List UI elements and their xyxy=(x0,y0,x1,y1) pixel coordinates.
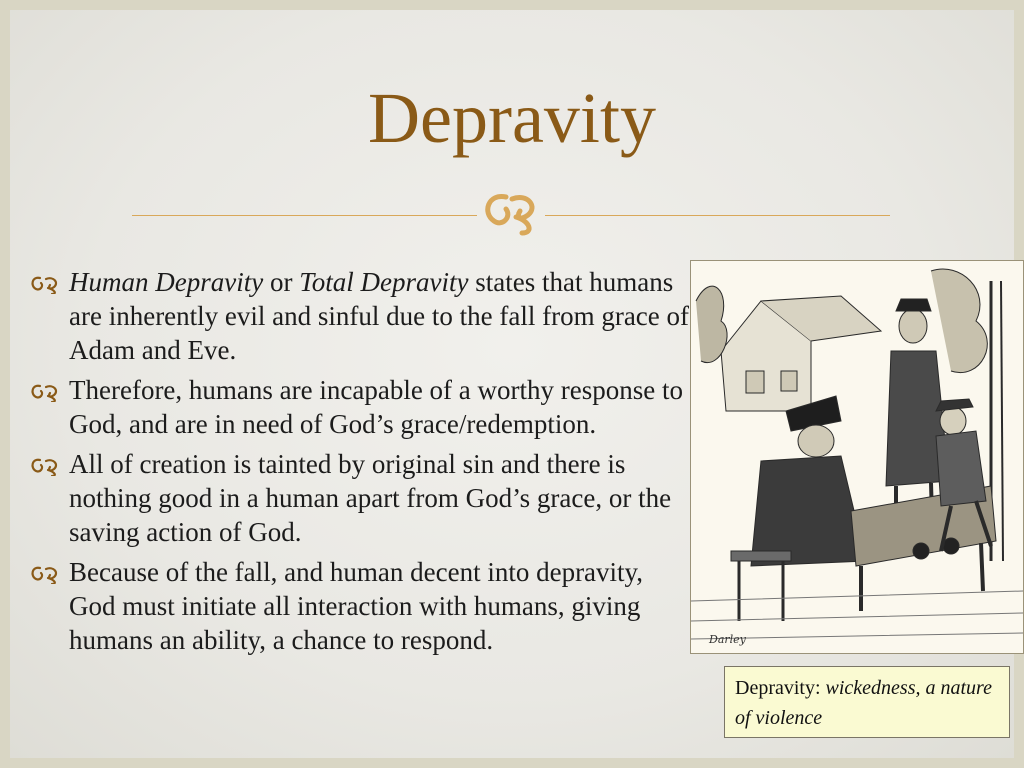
bullet-text: All of creation is tainted by original sin and there is nothing good in a human apart from God’s grace, or the saving action of God. xyxy=(69,449,672,547)
bullet-item xyxy=(28,555,693,657)
bullet-item xyxy=(28,447,693,549)
illustration-puritans-stocks xyxy=(690,260,1024,654)
term-human-depravity: Human Depravity xyxy=(69,267,264,297)
slide-title: Depravity xyxy=(368,78,656,158)
title-divider-right xyxy=(545,215,890,216)
engraving-image xyxy=(691,261,1023,653)
bullet-text: states that humans are inherently evil and sinful due to the fall from grace of Adam and Eve. xyxy=(69,267,690,365)
ornament-icon xyxy=(476,187,548,237)
caption-term: Depravity: xyxy=(735,677,821,699)
bullet-list xyxy=(28,265,693,663)
definition-caption xyxy=(724,666,1010,738)
ornament-bullet-icon xyxy=(28,456,64,476)
bullet-item xyxy=(28,373,693,441)
term-total-depravity: Total Depravity xyxy=(299,267,469,297)
ornament-bullet-icon xyxy=(28,274,64,294)
ornament-bullet-icon xyxy=(28,382,64,402)
bullet-text: or xyxy=(263,267,300,297)
bullet-text: Therefore, humans are incapable of a worthy response to God, and are in need of God’s grace/redemption. xyxy=(69,375,683,439)
bullet-text: Because of the fall, and human decent into depravity, God must initiate all interaction with humans, giving humans an ability, a chance to respond. xyxy=(69,557,644,655)
title-divider-left xyxy=(132,215,477,216)
ornament-bullet-icon xyxy=(28,564,64,584)
engraving-signature: Darley xyxy=(709,633,746,646)
bullet-item xyxy=(28,265,693,367)
caption-definition: wickedness, a nature of violence xyxy=(735,677,992,729)
